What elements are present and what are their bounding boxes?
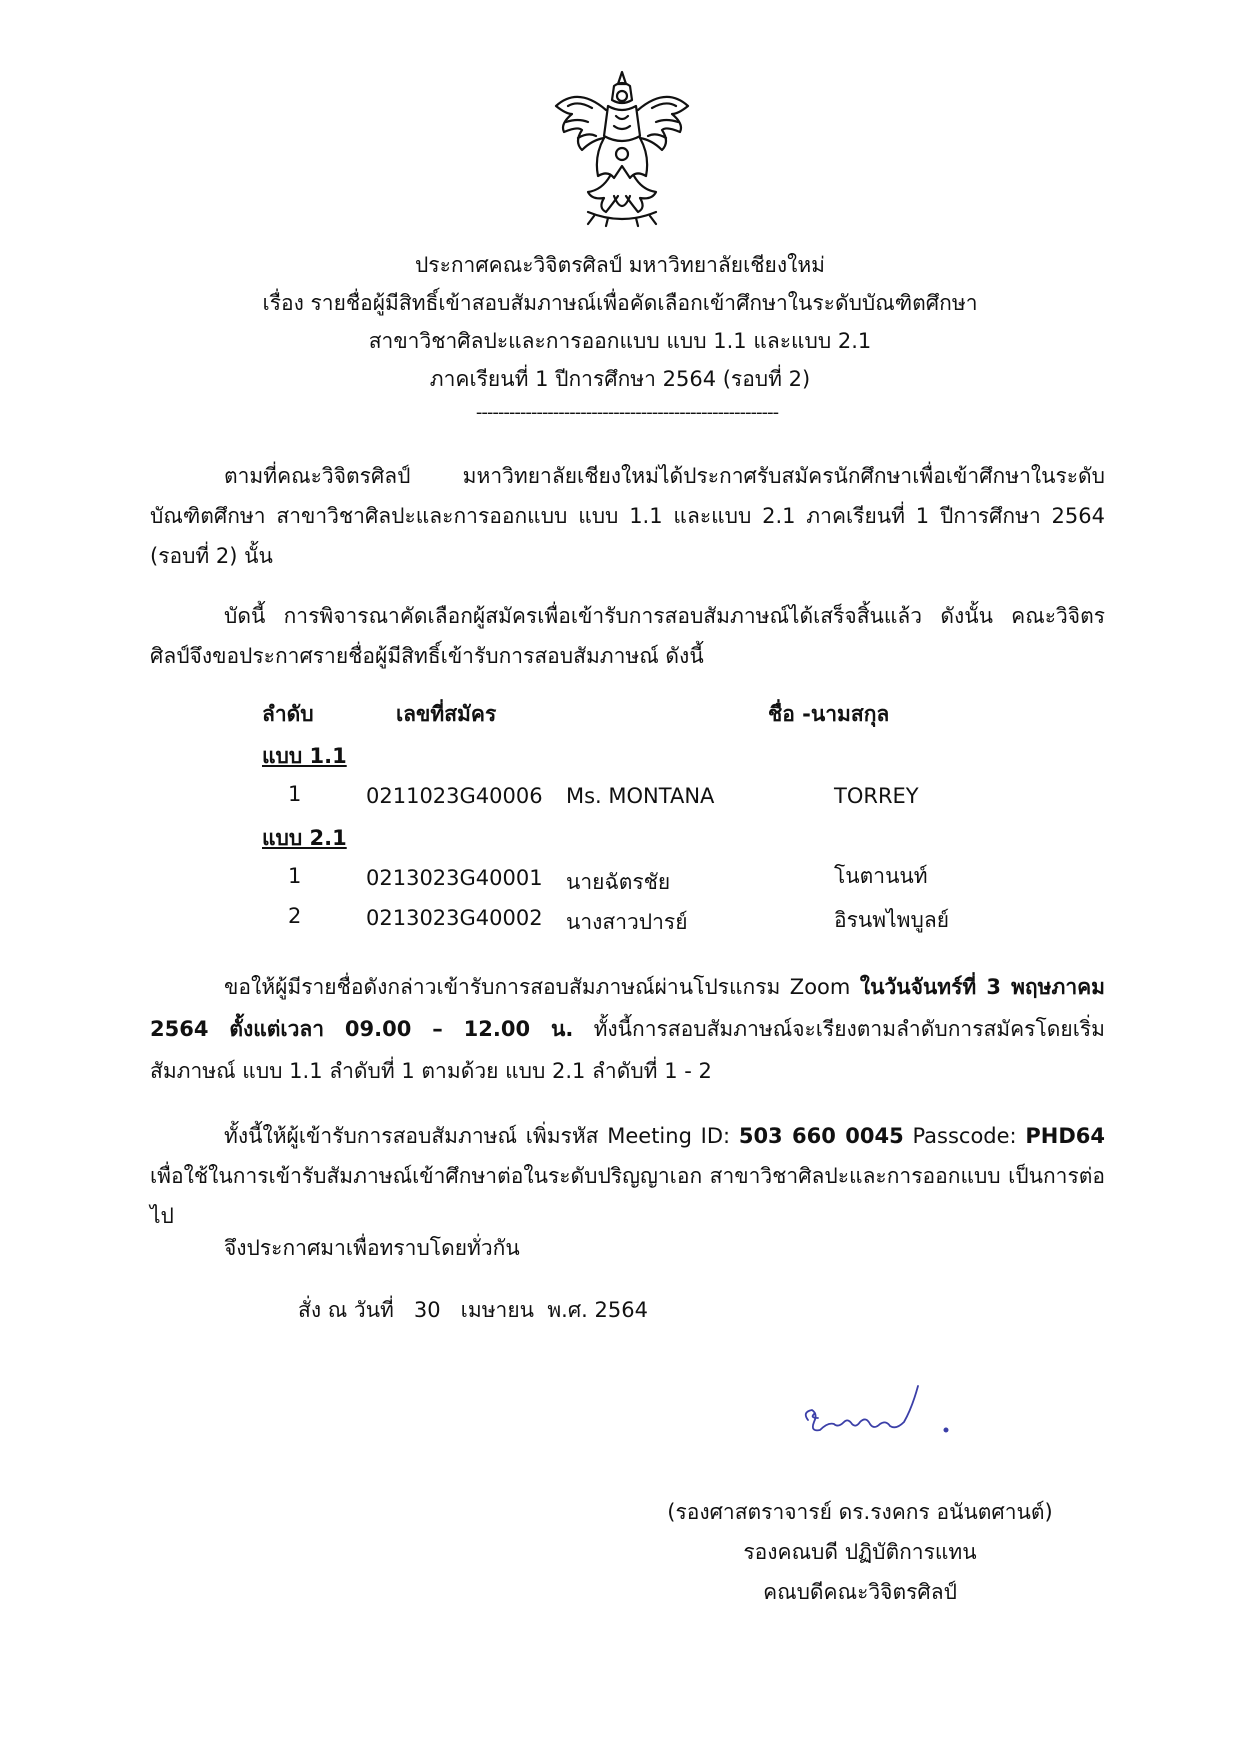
- row-order: 1: [288, 782, 302, 806]
- col-header-id: เลขที่สมัคร: [396, 702, 497, 726]
- row-id: 0213023G40001: [366, 866, 543, 890]
- paragraph-1: [150, 456, 1105, 576]
- row-first-name: Ms. MONTANA: [566, 784, 715, 808]
- header-divider: -------------------------------------------------------: [475, 402, 779, 423]
- date-line: สั่ง ณ วันที่ 30 เมษายน พ.ศ. 2564: [298, 1298, 648, 1322]
- paragraph-3-text-a: ขอให้ผู้มีรายชื่อดังกล่าวเข้ารับการสอบสัมภาษณ์ผ่านโปรแกรม Zoom: [224, 975, 860, 999]
- row-first-name: นางสาวปารย์: [566, 910, 688, 934]
- paragraph-4-text-a: ทั้งนี้ให้ผู้เข้ารับการสอบสัมภาษณ์ เพิ่มรหัส Meeting ID:: [224, 1124, 739, 1148]
- garuda-emblem-icon: [548, 66, 696, 228]
- row-id: 0213023G40002: [366, 906, 543, 930]
- signer-position-1: รองคณบดี ปฏิบัติการแทน: [743, 1540, 977, 1564]
- paragraph-4-text-b: Passcode:: [903, 1124, 1026, 1148]
- signature-image: [800, 1378, 980, 1448]
- row-order: 2: [288, 904, 302, 928]
- row-id: 0211023G40006: [366, 784, 543, 808]
- closing-statement: จึงประกาศมาเพื่อทราบโดยทั่วกัน: [224, 1236, 520, 1260]
- paragraph-3-text-b: ทั้งนี้การสอบสัมภาษณ์จะเรียงตามลำดับการสมัครโดยเริ่มสัมภาษณ์ แบบ 1.1 ลำดับที่ 1 ตามด้วย แบบ 2.1 ลำดับที่ 1 - 2: [150, 1017, 1105, 1083]
- meeting-id: 503 660 0045: [738, 1124, 904, 1148]
- header-line-4: ภาคเรียนที่ 1 ปีการศึกษา 2564 (รอบที่ 2): [429, 367, 811, 391]
- paragraph-1-text: ตามที่คณะวิจิตรศิลป์ มหาวิทยาลัยเชียงใหม่ได้ประกาศรับสมัครนักศึกษาเพื่อเข้าศึกษาในระดับบัณฑิตศึกษา สาขาวิชาศิลปะและการออกแบบ แบบ 1.1 และแบบ 2.1 ภาคเรียนที่ 1 ปีการศึกษา 2564 (รอบที่ 2) นั้น: [150, 464, 1105, 568]
- paragraph-4: [150, 1116, 1105, 1236]
- paragraph-2: [150, 596, 1105, 676]
- group-label-1-1: แบบ 1.1: [262, 744, 347, 768]
- row-last-name: TORREY: [834, 784, 919, 808]
- row-order: 1: [288, 864, 302, 888]
- passcode: PHD64: [1025, 1124, 1105, 1148]
- row-last-name: อิรนพไพบูลย์: [834, 908, 949, 932]
- col-header-name: ชื่อ -นามสกุล: [768, 702, 890, 726]
- paragraph-2-text: บัดนี้ การพิจารณาคัดเลือกผู้สมัครเพื่อเข้ารับการสอบสัมภาษณ์ได้เสร็จสิ้นแล้ว ดังนั้น คณะวิจิตรศิลป์จึงขอประกาศรายชื่อผู้มีสิทธิ์เข้ารับการสอบสัมภาษณ์ ดังนี้: [150, 604, 1105, 668]
- row-first-name: นายฉัตรชัย: [566, 870, 671, 894]
- col-header-order: ลำดับ: [262, 702, 314, 726]
- signer-name: (รองศาสตราจารย์ ดร.รงคกร อนันตศานต์): [667, 1500, 1053, 1524]
- paragraph-4-text-c: เพื่อใช้ในการเข้ารับสัมภาษณ์เข้าศึกษาต่อในระดับปริญญาเอก สาขาวิชาศิลปะและการออกแบบ เป็นการต่อไป: [150, 1164, 1105, 1228]
- row-last-name: โนตานนท์: [834, 864, 928, 888]
- header-line-3: สาขาวิชาศิลปะและการออกแบบ แบบ 1.1 และแบบ 2.1: [368, 329, 872, 353]
- signer-position-2: คณบดีคณะวิจิตรศิลป์: [763, 1580, 957, 1604]
- header-line-1: ประกาศคณะวิจิตรศิลป์ มหาวิทยาลัยเชียงใหม่: [414, 253, 826, 277]
- paragraph-3: [150, 966, 1105, 1092]
- header-line-2: เรื่อง รายชื่อผู้มีสิทธิ์เข้าสอบสัมภาษณ์เพื่อคัดเลือกเข้าศึกษาในระดับบัณฑิตศึกษา: [262, 291, 978, 315]
- interview-datetime: ในวันจันทร์ที่ 3 พฤษภาคม 2564 ตั้งแต่เวลา 09.00 – 12.00 น.: [150, 975, 1106, 1041]
- group-label-2-1: แบบ 2.1: [262, 826, 347, 850]
